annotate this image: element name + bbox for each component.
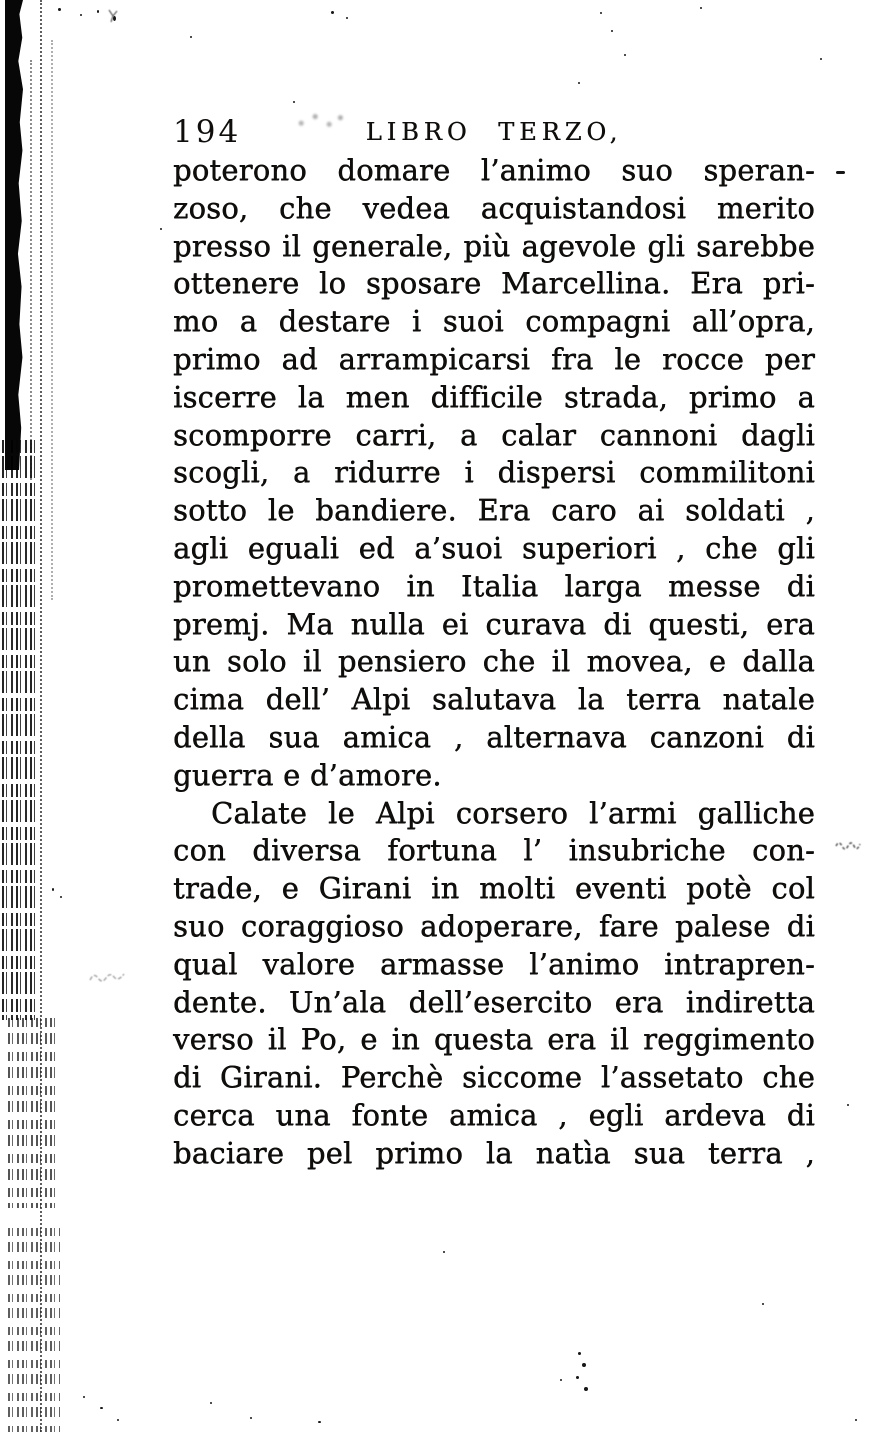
ink-speck	[443, 1251, 445, 1253]
ink-speck	[576, 1376, 579, 1379]
text-line: mo a destare i suoi compagni all’opra,	[173, 304, 815, 339]
ink-speck	[611, 30, 613, 32]
binding-streaks	[8, 1228, 60, 1432]
text-line: di Girani. Perchè siccome l’assetato che	[173, 1060, 815, 1095]
ink-smudge	[834, 836, 862, 852]
ink-speck	[762, 1303, 764, 1305]
text-line: baciare pel primo la natìa sua terra ,	[173, 1135, 815, 1170]
ink-speck	[578, 1352, 581, 1355]
binding-streaks	[2, 440, 36, 1020]
ink-speck	[293, 101, 295, 103]
binding-streaks	[8, 1018, 56, 1208]
binding-dotted-line	[40, 0, 42, 1432]
text-line: un solo il pensiero che il movea, e dalla	[173, 644, 815, 679]
ink-speck	[160, 228, 162, 230]
ink-speck	[100, 1407, 103, 1409]
ink-speck	[60, 896, 62, 898]
text-line: qual valore armasse l’animo intrapren-	[173, 946, 815, 981]
binding-bar	[5, 0, 23, 470]
ink-speck	[624, 54, 626, 56]
ink-smudge	[106, 8, 120, 24]
ink-speck	[820, 58, 822, 60]
ink-speck	[83, 1396, 85, 1398]
ink-speck	[560, 1379, 562, 1381]
binding-dotted-line	[30, 60, 32, 480]
text-line: dente. Un’ala dell’esercito era indiretta	[173, 984, 815, 1019]
ink-smudge	[88, 966, 128, 986]
ink-speck	[600, 12, 602, 14]
ink-speck	[97, 10, 99, 13]
ink-speck	[190, 36, 192, 38]
text-line: cima dell’ Alpi salutava la terra natale	[173, 682, 815, 717]
ink-speck	[578, 82, 580, 84]
binding-shadow	[0, 0, 70, 1432]
text-line: ottenere lo sposare Marcellina. Era pri-	[173, 266, 815, 301]
text-line: suo coraggioso adoperare, fare palese di	[173, 908, 815, 943]
text-line: con diversa fortuna l’ insubriche con-	[173, 833, 815, 868]
text-line: poterono domare l’animo suo speran-	[173, 153, 815, 187]
text-line: verso il Po, e in questa era il reggimento	[173, 1022, 815, 1057]
text-line: guerra e d’amore.	[173, 757, 442, 792]
text-line: scogli, a ridurre i dispersi commilitoni	[173, 455, 815, 490]
text-line: della sua amica , alternava canzoni di	[173, 719, 815, 754]
ink-speck	[331, 11, 334, 14]
ink-speck	[250, 1417, 252, 1419]
ink-speck	[584, 1387, 588, 1391]
page-header	[173, 112, 815, 154]
ink-speck	[80, 14, 82, 16]
ink-speck	[52, 888, 54, 891]
ink-speck	[210, 1402, 212, 1404]
text-block	[173, 152, 815, 1173]
ink-speck	[700, 7, 702, 9]
text-line: Calate le Alpi corsero l’armi galliche	[211, 795, 815, 830]
ink-speck	[582, 1363, 586, 1367]
ink-speck	[855, 1419, 857, 1421]
ink-speck	[836, 171, 845, 174]
text-line: cerca una fonte amica , egli ardeva di	[173, 1097, 815, 1132]
ink-speck	[117, 1419, 119, 1421]
binding-dotted-line	[51, 40, 53, 600]
running-head: LIBRO TERZO,	[365, 118, 623, 146]
text-line: presso il generale, più agevole gli sarebbe	[173, 228, 815, 263]
text-line: iscerre la men difficile strada, primo a	[173, 379, 815, 414]
ink-smudge	[290, 110, 346, 132]
ink-speck	[847, 1104, 849, 1106]
text-line: trade, e Girani in molti eventi potè col	[173, 871, 815, 906]
ink-speck	[58, 8, 61, 11]
ink-speck	[346, 17, 348, 19]
text-line: primo ad arrampicarsi fra le rocce per	[173, 341, 815, 376]
text-line: sotto le bandiere. Era caro ai soldati ,	[173, 493, 815, 528]
text-line: promettevano in Italia larga messe di	[173, 568, 815, 603]
text-line: agli eguali ed a’suoi superiori , che gli	[173, 530, 815, 565]
ink-speck	[318, 1421, 321, 1423]
text-line: scomporre carri, a calar cannoni dagli	[173, 417, 815, 452]
text-line: premj. Ma nulla ei curava di questi, era	[173, 606, 815, 641]
text-line: zoso, che vedea acquistandosi merito	[173, 190, 815, 225]
page-number: 194	[173, 114, 242, 150]
